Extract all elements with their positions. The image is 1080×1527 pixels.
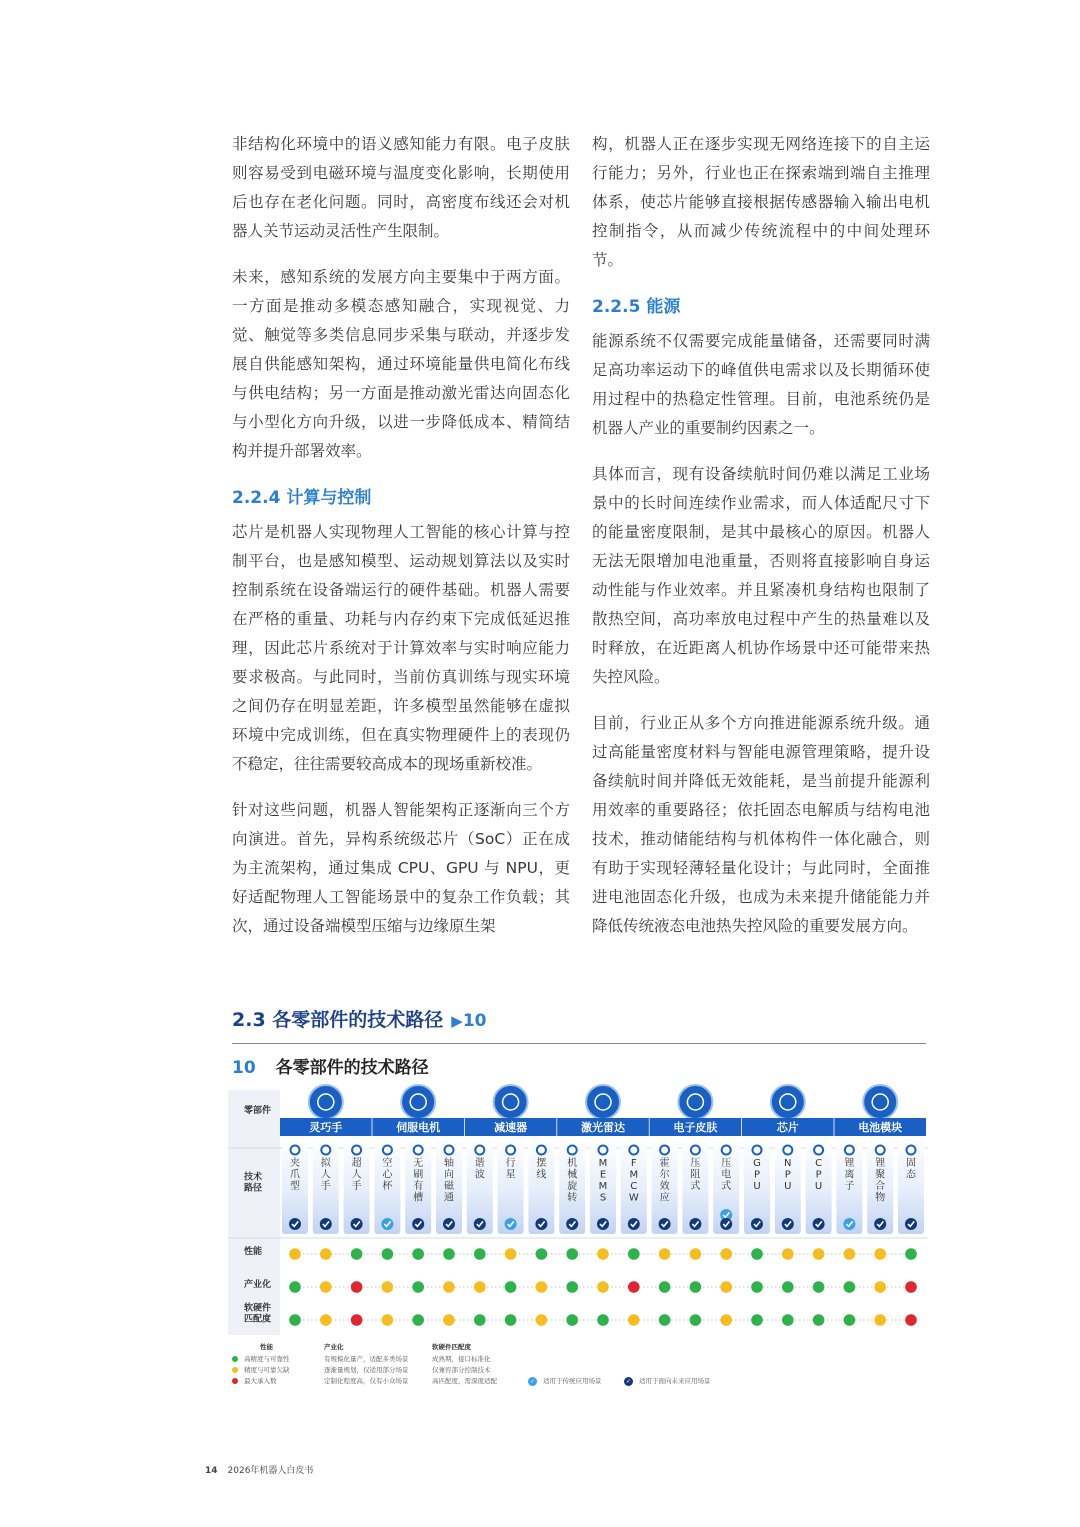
legend-text: 适用于面向未来应用场景: [639, 1377, 711, 1385]
status-dot: [813, 1248, 825, 1260]
tech-label-char: 轴: [444, 1158, 454, 1169]
tech-label-char: P: [784, 1169, 791, 1181]
tech-label-char: 物: [875, 1192, 886, 1204]
divider: [232, 1043, 926, 1044]
legend-industrialization: [324, 1342, 409, 1387]
status-dot: [351, 1248, 363, 1260]
tech-label-char: M: [598, 1158, 608, 1169]
status-dot: [782, 1248, 794, 1260]
tech-label-char: 心: [382, 1169, 393, 1181]
tech-label-char: 无: [413, 1158, 424, 1169]
tech-label-char: 槽: [413, 1192, 424, 1204]
tech-label-char: 爪: [290, 1169, 300, 1181]
tech-label-char: F: [630, 1158, 637, 1169]
servo-motor-icon: [401, 1085, 435, 1119]
tech-label-char: 谐: [474, 1158, 485, 1169]
check-dark-icon: [689, 1218, 701, 1230]
pin-icon: [845, 1146, 854, 1155]
page-footer: [205, 1463, 313, 1476]
check-dark-icon: [320, 1218, 332, 1230]
status-dot: [905, 1314, 917, 1326]
tech-label-char: 手: [351, 1181, 362, 1192]
check-dark-icon: [474, 1218, 486, 1230]
tech-label-char: 波: [474, 1169, 485, 1181]
status-dot: [597, 1281, 609, 1293]
gear-reducer-icon: [494, 1085, 528, 1119]
tech-label-char: 尔: [659, 1169, 670, 1181]
pin-icon: [321, 1146, 330, 1155]
tech-label-char: 合: [875, 1181, 886, 1192]
status-dot: [659, 1314, 671, 1326]
figure-reference-link[interactable]: 10: [462, 1011, 487, 1031]
status-dot: [351, 1314, 363, 1326]
tech-label-char: 人: [351, 1169, 362, 1181]
status-dot: [628, 1248, 640, 1260]
category-label: 伺服电机: [396, 1121, 441, 1134]
legend-match: [432, 1342, 497, 1387]
check-dark-icon: [597, 1218, 609, 1230]
section-heading-2-2-5: 2.2.5 能源: [592, 297, 681, 317]
status-dot: [536, 1248, 548, 1260]
left-column: [232, 130, 570, 958]
tech-label-char: 霍: [659, 1158, 670, 1169]
legend-text: 最大承入数: [244, 1377, 277, 1385]
status-dot: [628, 1314, 640, 1326]
check-dark-icon: [628, 1218, 640, 1230]
right-column: [592, 130, 930, 958]
tech-label-char: 转: [567, 1192, 578, 1204]
paragraph: 目前，行业正从多个方向推进能源系统升级。通过高能量密度材料与智能电源管理策略，提升设备续航时间并降低无效能耗，是当前提升能源利用效率的重要路径；依托固态电解质与结构电池技术，推动储能结构与机体构件一体化融合，则有助于实现轻薄轻量化设计；与此同时，全面推进电池固态化升级，也成为未来提升储能能力并降低传统液态电池热失控风险的重要发展方向。: [592, 714, 930, 935]
status-dot: [412, 1281, 424, 1293]
check-icon: ✓: [529, 1377, 536, 1385]
status-dot: [536, 1281, 548, 1293]
tech-label-char: 械: [567, 1169, 578, 1181]
check-dark-icon: [813, 1218, 825, 1230]
tech-label-char: S: [599, 1192, 607, 1204]
row-label: 技术: [244, 1172, 263, 1183]
paragraph: 非结构化环境中的语义感知能力有限。电子皮肤则容易受到电磁环境与温度变化影响，长期使用后也存在老化问题。同时，高密度布线还会对机器人关节运动灵活性产生限制。: [232, 135, 570, 240]
tech-label-char: 固: [906, 1158, 916, 1169]
status-dot: [720, 1248, 732, 1260]
status-dot: [597, 1248, 609, 1260]
tech-label-char: 型: [290, 1181, 300, 1192]
tech-label-char: G: [753, 1158, 761, 1169]
figure-caption: 各零部件的技术路径: [275, 1058, 429, 1078]
row-label: 性能: [244, 1247, 263, 1257]
legend-heading: 性能: [260, 1343, 273, 1351]
paragraph: 构，机器人正在逐步实现无网络连接下的自主运行能力；另外，行业也正在探索端到端自主推理体系，使芯片能够直接根据传感器输入输出电机控制指令，从而减少传统流程中的中间处理环节。: [592, 135, 930, 269]
category-label: 减速器: [494, 1121, 528, 1134]
tech-label-char: M: [629, 1169, 639, 1181]
tech-label-char: 态: [906, 1169, 916, 1181]
pin-icon: [722, 1146, 731, 1155]
row-label: 匹配度: [244, 1314, 272, 1325]
check-icon: ✓: [625, 1377, 632, 1385]
figure-title: [232, 1053, 429, 1078]
pin-icon: [814, 1146, 823, 1155]
check-dark-icon: [751, 1218, 763, 1230]
pin-icon: [291, 1146, 300, 1155]
row-label: 产业化: [244, 1280, 272, 1290]
tech-label-char: 磁: [444, 1181, 454, 1192]
status-dot: [536, 1314, 548, 1326]
tech-label-char: 有: [413, 1181, 424, 1192]
section-heading-2-2-4: 2.2.4 计算与控制: [232, 488, 372, 508]
check-dark-icon: [412, 1218, 424, 1230]
status-dot: [844, 1314, 856, 1326]
legend-note-traditional: [528, 1376, 602, 1386]
check-dark-icon: [905, 1218, 917, 1230]
tech-label-char: U: [753, 1181, 761, 1192]
tech-label-char: C: [630, 1181, 638, 1192]
tech-label-char: 线: [536, 1169, 547, 1181]
status-dot: [690, 1281, 702, 1293]
tech-label-char: 压: [721, 1158, 732, 1169]
check-light-icon: [381, 1218, 393, 1230]
paragraph: 具体而言，现有设备续航时间仍难以满足工业场景中的长时间连续作业需求，而人体适配尺寸下的能量密度限制，是其中最核心的原因。机器人无法无限增加电池重量，否则将直接影响自身运动性能与作业效率。并且紧凑机身结构也限制了散热空间，高功率放电过程中产生的热量难以及时释放，在近距离人机协作场景中还可能带来热失控风险。: [592, 465, 930, 686]
tech-label-char: 离: [844, 1169, 855, 1181]
legend-text: 有规模化量产，适配多类场景: [324, 1355, 409, 1363]
status-dot: [813, 1314, 825, 1326]
tech-label-char: 摆: [536, 1158, 547, 1169]
status-dot: [289, 1248, 301, 1260]
status-dot: [597, 1314, 609, 1326]
tech-label-char: P: [815, 1169, 822, 1181]
tech-label-char: 行: [505, 1158, 516, 1169]
legend-text: 仅兼容部分控制技术: [432, 1366, 491, 1374]
tech-label-char: 刷: [413, 1169, 424, 1181]
tech-label-char: N: [784, 1158, 792, 1169]
check-dark-icon: [720, 1218, 732, 1230]
status-dot: [474, 1248, 486, 1260]
tech-label-char: 手: [320, 1181, 331, 1192]
tech-label-char: 电: [721, 1169, 732, 1181]
legend-text: 精度与可靠欠缺: [244, 1366, 290, 1374]
tech-label-char: 超: [351, 1158, 362, 1169]
check-dark-icon: [351, 1218, 363, 1230]
legend-text: 高匹配度，需深度适配: [432, 1377, 497, 1385]
section-title: 2.3 各零部件的技术路径: [232, 1009, 444, 1031]
check-dark-icon: [289, 1218, 301, 1230]
tech-label-char: 人: [320, 1169, 331, 1181]
tech-label-char: 聚: [875, 1169, 886, 1181]
tech-label-char: M: [598, 1181, 608, 1192]
status-dot: [659, 1248, 671, 1260]
status-dot: [566, 1248, 578, 1260]
paragraph: 未来，感知系统的发展方向主要集中于两方面。一方面是推动多模态感知融合，实现视觉、力觉、触觉等多类信息同步采集与联动，并逐步发展自供能感知架构，通过环境能量供电简化布线与供电结构；另一方面是推动激光雷达向固态化与小型化方向升级，以进一步降低成本、精简结构并提升部署效率。: [232, 268, 570, 460]
category-label: 灵巧手: [309, 1121, 343, 1134]
pin-icon: [753, 1146, 762, 1155]
legend-heading: 产业化: [324, 1343, 344, 1351]
category-label: 电子皮肤: [673, 1121, 718, 1134]
status-dot: [720, 1281, 732, 1293]
tech-label-char: 拟: [320, 1158, 331, 1169]
tech-label-char: 旋: [567, 1181, 578, 1192]
status-dot: [782, 1314, 794, 1326]
legend-text: 成熟期，接口标准化: [432, 1355, 491, 1363]
paragraph: 能源系统不仅需要完成能量储备，还需要同时满足高功率运动下的峰值供电需求以及长期循环使用过程中的热稳定性管理。目前，电池系统仍是机器人产业的重要制约因素之一。: [592, 332, 930, 437]
status-dot: [844, 1281, 856, 1293]
tech-label-char: P: [753, 1169, 761, 1181]
document-title: 2026年机器人白皮书: [227, 1466, 314, 1476]
tech-label-char: 子: [844, 1181, 855, 1192]
status-dot: [690, 1248, 702, 1260]
status-dot: [474, 1314, 486, 1326]
status-dot: [505, 1314, 517, 1326]
status-dot: [905, 1248, 917, 1260]
check-dark-icon: [782, 1218, 794, 1230]
status-dot: [874, 1248, 886, 1260]
tech-label-char: 锂: [844, 1158, 855, 1169]
category-label: 芯片: [776, 1121, 799, 1134]
pin-icon: [691, 1146, 700, 1155]
check-dark-icon: [535, 1218, 547, 1230]
tech-label-char: 机: [567, 1158, 578, 1169]
check-light-icon: [843, 1218, 855, 1230]
figure-number: 10: [232, 1058, 256, 1078]
status-dot: [566, 1314, 578, 1326]
status-dot: [443, 1314, 455, 1326]
status-dot: [474, 1281, 486, 1293]
battery-icon: [863, 1085, 897, 1119]
tech-label-char: 锂: [875, 1158, 886, 1169]
status-dot: [505, 1281, 517, 1293]
status-dot: [412, 1248, 424, 1260]
check-dark-icon: [874, 1218, 886, 1230]
tech-label-char: 式: [690, 1181, 701, 1192]
status-dot: [628, 1281, 640, 1293]
status-dot: [813, 1281, 825, 1293]
tech-label-char: W: [628, 1192, 639, 1204]
pin-icon: [475, 1146, 484, 1155]
pin-icon: [599, 1146, 608, 1155]
check-dark-icon: [566, 1218, 578, 1230]
status-dot: [659, 1281, 671, 1293]
pin-icon: [506, 1146, 515, 1155]
tech-label-char: 压: [690, 1158, 701, 1169]
tech-label-char: 空: [382, 1158, 393, 1169]
status-dot: [382, 1314, 394, 1326]
status-dot: [382, 1248, 394, 1260]
tech-label-char: 式: [721, 1181, 732, 1192]
status-dot: [320, 1314, 332, 1326]
row-label: 路径: [244, 1183, 263, 1194]
status-dot: [782, 1281, 794, 1293]
status-dot: [751, 1281, 763, 1293]
row-label-panel: [228, 1090, 280, 1335]
legend-performance: [232, 1342, 290, 1387]
status-dot: [874, 1281, 886, 1293]
check-dark-icon: [659, 1218, 671, 1230]
pin-icon: [414, 1146, 423, 1155]
check-light-icon: [505, 1218, 517, 1230]
pin-icon: [568, 1146, 577, 1155]
legend-text: 高精度与可靠性: [244, 1355, 290, 1363]
pin-icon: [537, 1146, 546, 1155]
pin-icon: [352, 1146, 361, 1155]
status-dot: [382, 1281, 394, 1293]
lidar-icon: [586, 1085, 620, 1119]
category-label: 电池模块: [858, 1121, 903, 1134]
pin-icon: [907, 1146, 916, 1155]
status-dot: [874, 1314, 886, 1326]
legend-text: 定制化程度高，仅有小众场景: [324, 1377, 409, 1385]
pin-icon: [629, 1146, 638, 1155]
yellow-dot-icon: [232, 1367, 238, 1373]
tech-label-char: 效: [659, 1181, 670, 1192]
tech-label-char: 阻: [690, 1169, 701, 1181]
pin-icon: [876, 1146, 885, 1155]
check-dark-icon: [443, 1218, 455, 1230]
row-label: 软硬件: [244, 1303, 272, 1314]
tech-label-char: U: [784, 1181, 792, 1192]
status-dot: [844, 1248, 856, 1260]
tech-label-char: 通: [444, 1192, 454, 1204]
legend-text: 逐渐量规划，仅适用部分场景: [324, 1366, 409, 1374]
category-label: 激光雷达: [581, 1121, 625, 1134]
status-dot: [351, 1281, 363, 1293]
paragraph: 芯片是机器人实现物理人工智能的核心计算与控制平台，也是感知模型、运动规划算法以及实时控制系统在设备端运行的硬件基础。机器人需要在严格的重量、功耗与内存约束下完成低延迟推理，因此芯片系统对于计算效率与实时响应能力要求极高。与此同时，当前仿真训练与现实环境之间仍存在明显差距，许多模型虽然能够在虚拟环境中完成训练，但在真实物理硬件上的表现仍不稳定，往往需要较高成本的现场重新校准。: [232, 523, 570, 773]
status-dot: [443, 1281, 455, 1293]
legend-heading: 软硬件匹配度: [432, 1343, 471, 1351]
tech-path-matrix: [228, 1080, 928, 1335]
tech-label-char: U: [814, 1181, 823, 1192]
tech-label-char: C: [815, 1158, 823, 1169]
pin-icon: [783, 1146, 792, 1155]
status-dot: [289, 1314, 301, 1326]
tech-label-char: 星: [505, 1169, 516, 1181]
section-heading-2-3: [232, 1005, 487, 1032]
hand-icon: [309, 1085, 343, 1119]
play-arrow-icon: ▶: [451, 1012, 463, 1030]
status-dot: [566, 1281, 578, 1293]
pin-icon: [445, 1146, 454, 1155]
pin-icon: [660, 1146, 669, 1155]
page-number: 14: [205, 1466, 218, 1476]
legend-text: 适用于传统应用场景: [543, 1377, 602, 1385]
status-dot: [320, 1248, 332, 1260]
status-dot: [751, 1248, 763, 1260]
pin-icon: [383, 1146, 392, 1155]
electronic-skin-icon: [678, 1085, 712, 1119]
paragraph: 针对这些问题，机器人智能架构正逐渐向三个方向演进。首先，异构系统级芯片（SoC）正在成为主流架构，通过集成 CPU、GPU 与 NPU，更好适配物理人工智能场景中的复杂工作负载；其次，通过设备端模型压缩与边缘原生架: [232, 801, 570, 935]
green-dot-icon: [232, 1356, 238, 1362]
tech-label-char: 向: [444, 1169, 454, 1181]
tech-label-char: 杯: [382, 1181, 393, 1192]
chip-icon: [771, 1085, 805, 1119]
status-dot: [905, 1281, 917, 1293]
tech-label-char: E: [599, 1169, 607, 1181]
tech-label-char: 夹: [290, 1158, 300, 1169]
status-dot: [720, 1314, 732, 1326]
row-label: 零部件: [244, 1106, 272, 1116]
status-dot: [443, 1248, 455, 1260]
status-dot: [412, 1314, 424, 1326]
status-dot: [289, 1281, 301, 1293]
status-dot: [690, 1314, 702, 1326]
status-dot: [505, 1248, 517, 1260]
status-dot: [320, 1281, 332, 1293]
legend-note-future: [624, 1376, 711, 1386]
status-dot: [751, 1314, 763, 1326]
red-dot-icon: [232, 1378, 238, 1384]
tech-label-char: 应: [659, 1192, 670, 1204]
